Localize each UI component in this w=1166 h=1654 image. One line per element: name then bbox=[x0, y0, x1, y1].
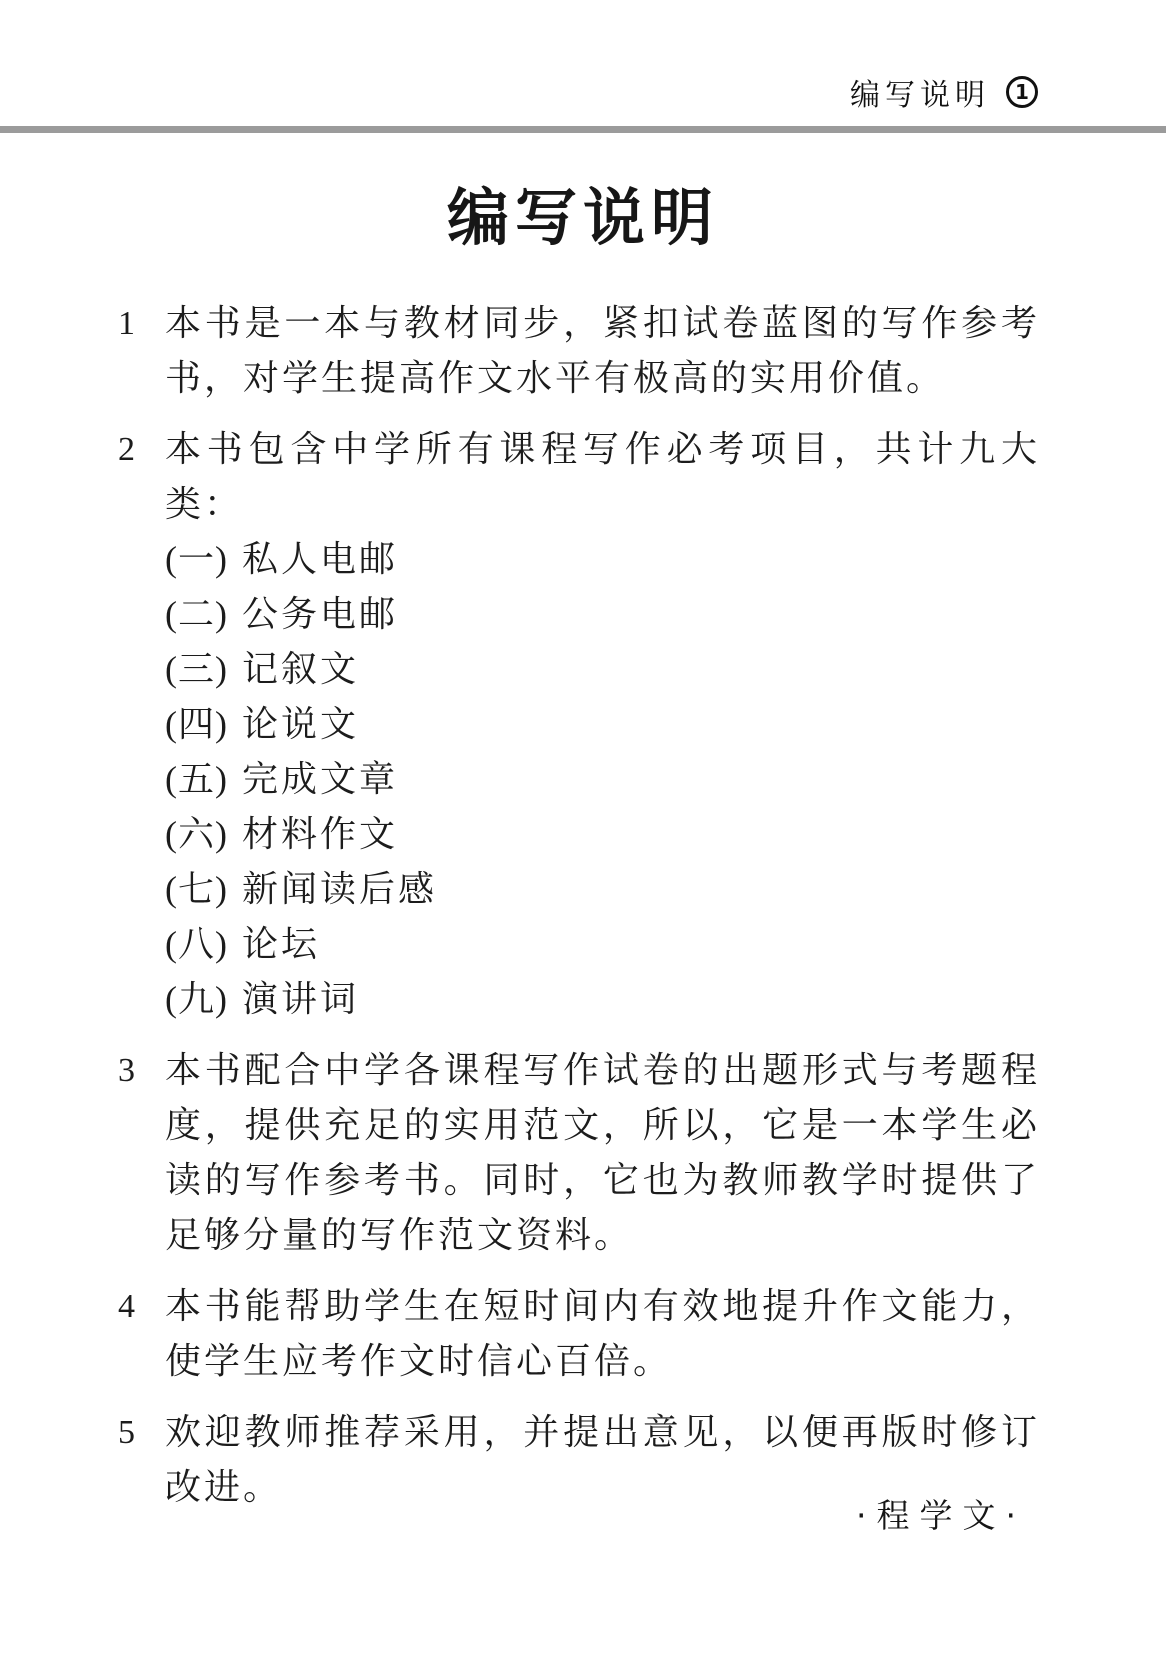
sub-item-label: 私人电邮 bbox=[241, 539, 398, 579]
page-header bbox=[850, 70, 1038, 114]
list-item-text: 欢迎教师推荐采用，并提出意见，以便再版时修订改进。 bbox=[165, 1412, 1040, 1507]
list-item bbox=[118, 1043, 1040, 1263]
sub-item-label: 论坛 bbox=[241, 924, 320, 964]
sub-list-item bbox=[165, 862, 1040, 917]
sub-item-label: 完成文章 bbox=[241, 759, 398, 799]
sub-list-item bbox=[165, 917, 1040, 972]
sub-item-marker: (四) bbox=[165, 704, 228, 744]
sub-list-item bbox=[165, 972, 1040, 1027]
sub-list-item bbox=[165, 807, 1040, 862]
sub-item-marker: (八) bbox=[165, 924, 228, 964]
category-sub-list bbox=[165, 532, 1040, 1027]
list-item-text: 本书包含中学所有课程写作必考项目，共计九大类： bbox=[165, 429, 1040, 524]
list-item-text: 本书是一本与教材同步，紧扣试卷蓝图的写作参考书，对学生提高作文水平有极高的实用价值。 bbox=[165, 303, 1040, 398]
list-item bbox=[118, 296, 1040, 406]
sub-item-label: 新闻读后感 bbox=[241, 869, 437, 909]
sub-item-label: 论说文 bbox=[241, 704, 359, 744]
sub-item-marker: (九) bbox=[165, 979, 228, 1019]
sub-list-item bbox=[165, 697, 1040, 752]
sub-item-label: 演讲词 bbox=[241, 979, 359, 1019]
list-item-number: 4 bbox=[118, 1288, 135, 1325]
notes-list bbox=[118, 296, 1040, 1531]
list-item-text: 本书能帮助学生在短时间内有效地提升作文能力，使学生应考作文时信心百倍。 bbox=[165, 1286, 1040, 1381]
author-credit: ·程学文· bbox=[856, 1496, 1026, 1535]
sub-item-marker: (二) bbox=[165, 594, 228, 634]
sub-list-item bbox=[165, 532, 1040, 587]
sub-list-item bbox=[165, 587, 1040, 642]
page-title: 编写说明 bbox=[446, 181, 719, 254]
list-item bbox=[118, 422, 1040, 1027]
page-number-badge bbox=[1006, 76, 1038, 108]
header-section-label: 编写说明 bbox=[850, 78, 990, 113]
list-item-number: 3 bbox=[118, 1052, 135, 1089]
sub-item-label: 记叙文 bbox=[241, 649, 359, 689]
page-number: 1 bbox=[1015, 80, 1029, 104]
sub-list-item bbox=[165, 642, 1040, 697]
header-divider-bar bbox=[0, 126, 1166, 133]
list-item-number: 2 bbox=[118, 431, 135, 468]
sub-list-item bbox=[165, 752, 1040, 807]
sub-item-marker: (七) bbox=[165, 869, 228, 909]
sub-item-marker: (三) bbox=[165, 649, 228, 689]
sub-item-label: 材料作文 bbox=[241, 814, 398, 854]
sub-item-marker: (五) bbox=[165, 759, 228, 799]
list-item-number: 1 bbox=[118, 305, 135, 342]
sub-item-marker: (一) bbox=[165, 539, 228, 579]
sub-item-label: 公务电邮 bbox=[241, 594, 398, 634]
list-item-number: 5 bbox=[118, 1414, 135, 1451]
list-item-text: 本书配合中学各课程写作试卷的出题形式与考题程度，提供充足的实用范文，所以，它是一本学生必读的写作参考书。同时，它也为教师教学时提供了足够分量的写作范文资料。 bbox=[165, 1050, 1040, 1255]
list-item bbox=[118, 1279, 1040, 1389]
sub-item-marker: (六) bbox=[165, 814, 228, 854]
